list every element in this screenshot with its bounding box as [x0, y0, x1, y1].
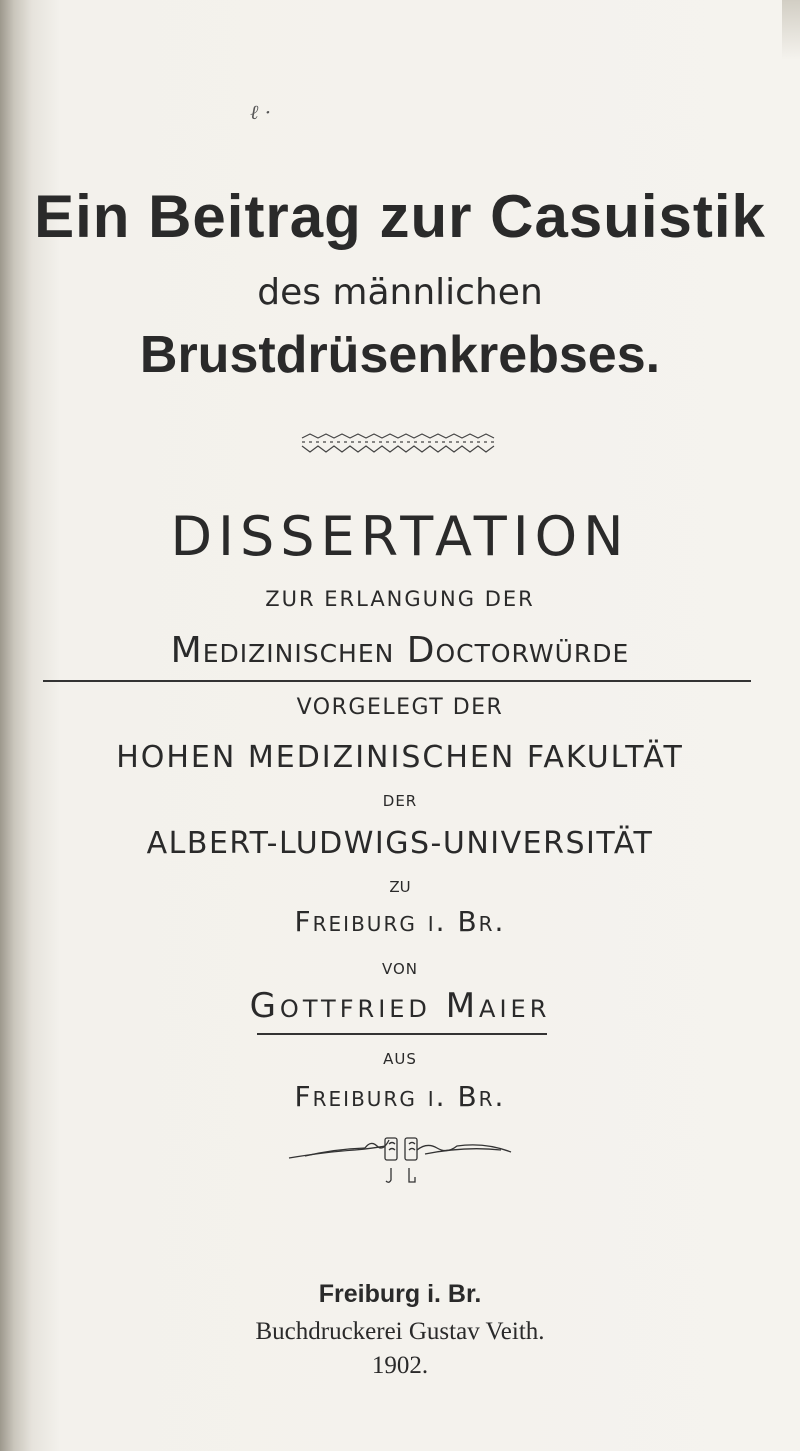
imprint-year: 1902. [371, 1352, 429, 1379]
title-line-1: Ein Beitrag zur Casuistik [34, 183, 766, 250]
zu-label: ZU [389, 878, 411, 896]
printer-mark-icon [285, 1134, 515, 1188]
presented-label: VORGELEGT DER [296, 695, 504, 720]
divider-rule [43, 680, 751, 682]
university-name: ALBERT-LUDWIGS-UNIVERSITÄT [146, 826, 654, 861]
imprint-city: Freiburg i. Br. [318, 1280, 482, 1308]
author-origin: Freiburg i. Br. [294, 1080, 506, 1113]
title-line-3: Brustdrüsenkrebses. [139, 326, 661, 384]
degree-title: Medizinischen Doctorwürde [170, 630, 630, 671]
university-city: Freiburg i. Br. [294, 905, 506, 938]
der-label: DER [382, 792, 418, 810]
dissertation-heading: DISSERTATION [170, 505, 630, 568]
marginal-mark: ℓ · [250, 100, 272, 124]
imprint-printer: Buchdruckerei Gustav Veith. [255, 1318, 545, 1345]
subheading: ZUR ERLANGUNG DER [265, 587, 535, 611]
author-name: Gottfried Maier [249, 986, 551, 1026]
faculty-name: HOHEN MEDIZINISCHEN FAKULTÄT [116, 740, 684, 775]
von-label: VON [381, 960, 419, 978]
decorative-ornament-icon [300, 432, 500, 454]
aus-label: AUS [383, 1050, 417, 1068]
title-line-2: des männlichen [257, 272, 543, 313]
author-underline [257, 1033, 547, 1035]
